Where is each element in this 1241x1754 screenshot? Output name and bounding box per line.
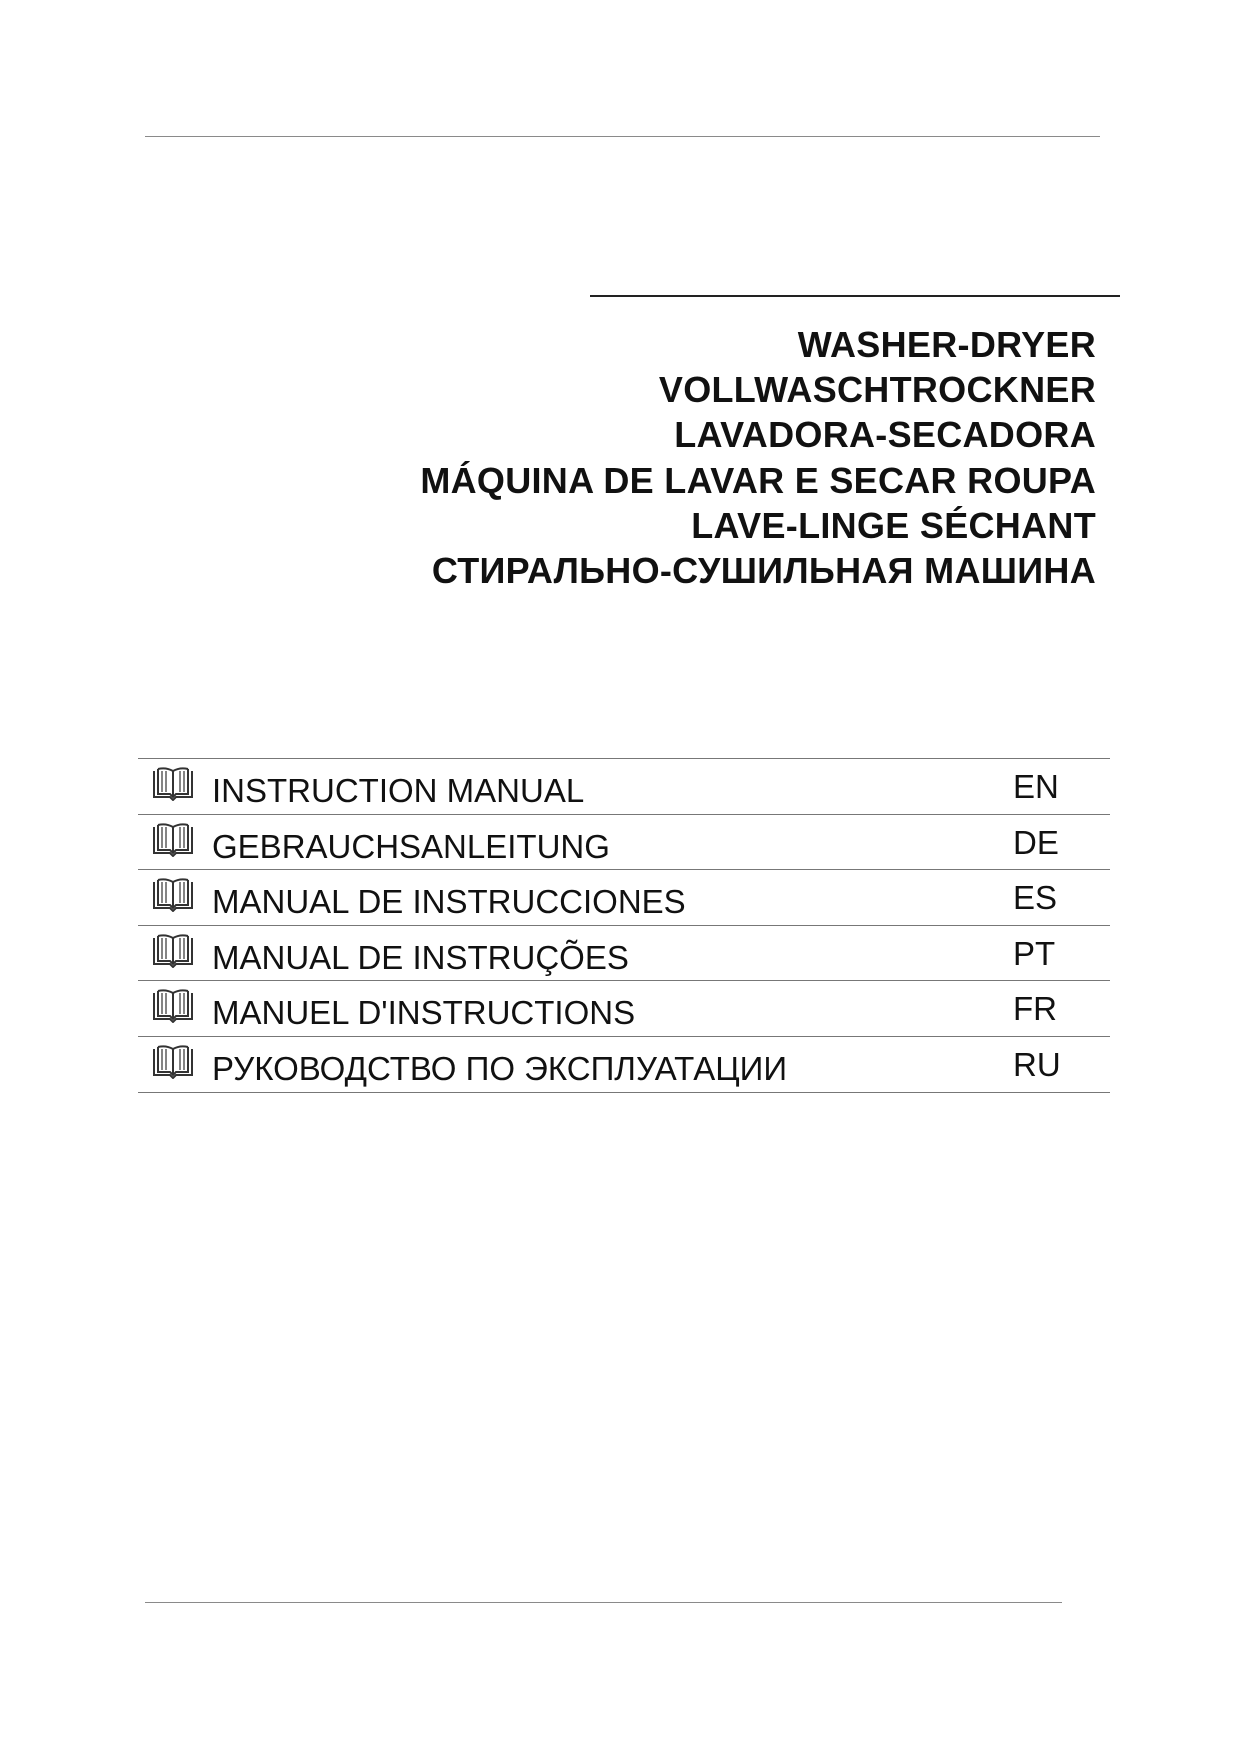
product-title-de: VOLLWASCHTROCKNER [658,369,1096,411]
language-code: FR [1013,990,1057,1028]
book-icon [150,989,196,1023]
product-title-ru: СТИРАЛЬНО-СУШИЛЬНАЯ МАШИНА [431,550,1096,592]
product-title-fr: LAVE-LINGE SÉCHANT [691,504,1096,546]
book-icon [150,1045,196,1079]
manual-row-ru [138,1037,1110,1093]
book-icon [150,767,196,801]
manual-row-en [138,759,1110,815]
manual-title: INSTRUCTION MANUAL [212,772,585,809]
manual-title: РУКОВОДСТВО ПО ЭКСПЛУАТАЦИИ [212,1049,788,1087]
language-code: DE [1013,823,1059,861]
manual-row-es [138,870,1110,926]
manual-row-pt [138,926,1110,982]
manual-row-de [138,815,1110,871]
bottom-divider [145,1602,1062,1603]
manual-row-fr [138,981,1110,1037]
product-title-pt: MÁQUINA DE LAVAR E SECAR ROUPA [420,459,1096,501]
language-code: PT [1013,934,1056,972]
title-divider [590,295,1120,297]
manual-language-list [138,758,1110,1093]
manual-title: MANUAL DE INSTRUÇÕES [212,938,629,976]
language-code: ES [1013,879,1058,917]
book-icon [150,823,196,857]
product-title-block [196,322,1096,593]
language-code: EN [1013,768,1059,805]
product-title-es: LAVADORA-SECADORA [674,414,1096,456]
book-icon [150,934,196,968]
manual-title: MANUEL D'INSTRUCTIONS [212,994,636,1032]
language-code: RU [1013,1045,1061,1083]
manual-title: GEBRAUCHSANLEITUNG [212,827,610,865]
top-divider [145,136,1100,137]
product-title-en: WASHER-DRYER [797,324,1096,365]
book-icon [150,878,196,912]
manual-title: MANUAL DE INSTRUCCIONES [212,883,686,921]
